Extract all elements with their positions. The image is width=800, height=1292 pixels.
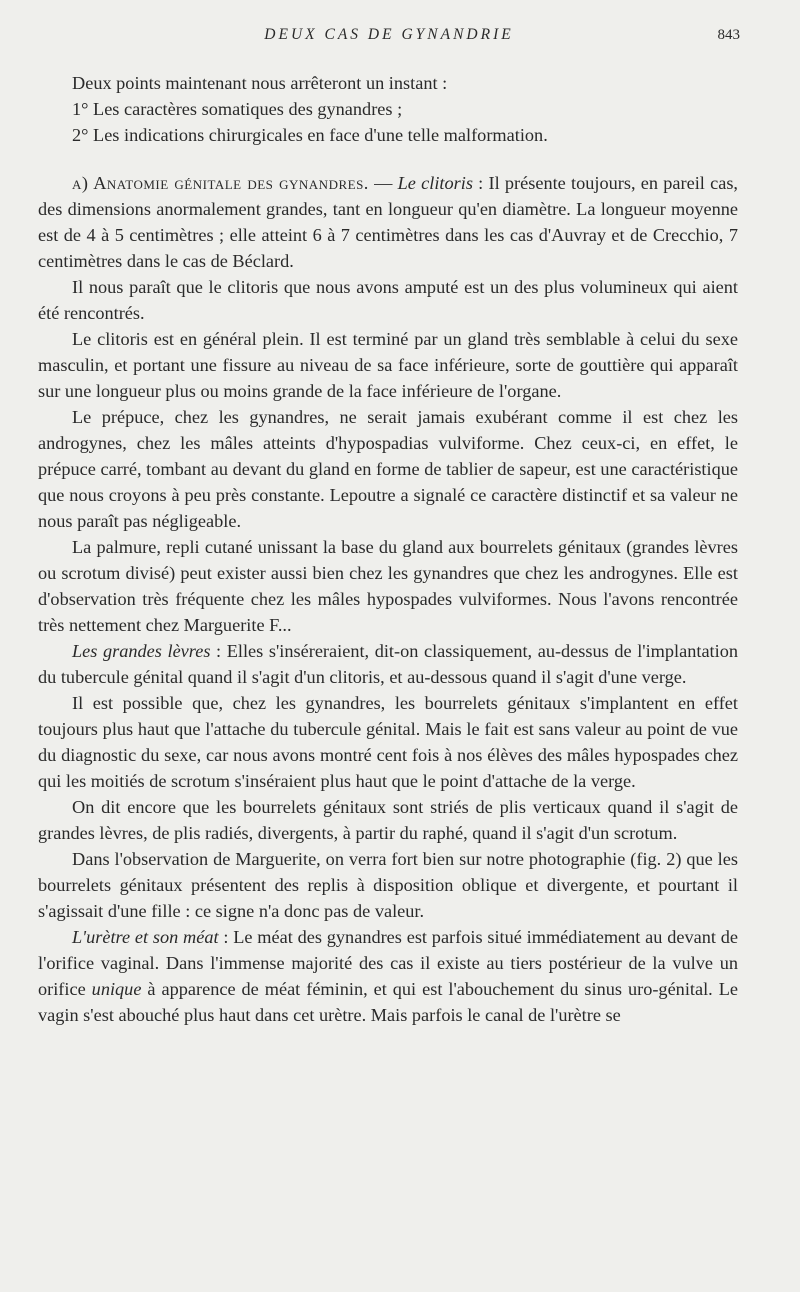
paragraph-uretre [38,924,738,1028]
paragraph: Le prépuce, chez les gynandres, ne serait jamais exubérant comme il est chez les androgynes, chez les mâles atteints d'hypospadias vulviforme. Chez ceux-ci, en effet, le prépuce carré, tombant au devant du gland en forme de tablier de sapeur, est une caractéristique que nous croyons à peu près constante. Lepoutre a signalé ce caractère distinctif et sa valeur ne nous paraît pas négligeable. [38,407,738,531]
running-head [38,26,740,50]
section-heading: a) Anatomie génitale des gynandres. [72,173,369,193]
emphasis-unique: unique [91,979,142,999]
running-title: DEUX CAS DE GYNANDRIE [264,26,514,43]
body-text [38,70,738,1028]
paragraph-text: : Il présente toujours, en pareil cas, des dimensions anormalement grandes, tant en longueur qu'en diamètre. La longueur moyenne est de 4 à 5 centimètres ; elle atteint 6 à 7 centimètres dans les cas d'Auvray et de Crecchio, 7 centimètres dans le cas de Béclard. [38,173,739,271]
paragraph-text: : Le méat des gynandres est parfois situé immédiatement au devant de l'orifice vaginal. Dans l'immense majorité des cas il existe au tiers postérieur de la vulve un orifice [38,927,738,999]
paragraph: Le clitoris est en général plein. Il est terminé par un gland très semblable à celui du sexe masculin, et portant une fissure au niveau de sa face inférieure, sorte de gouttière qui apparaît sur une longueur plus ou moins grande de la face inférieure de l'organe. [38,329,738,401]
paragraph-text: : Elles s'inséreraient, dit-on classiquement, au-dessus de l'implantation du tubercule génital quand il s'agit d'un clitoris, et au-dessous quand il s'agit d'une verge. [38,641,738,687]
paragraph: La palmure, repli cutané unissant la base du gland aux bourrelets génitaux (grandes lèvres ou scrotum divisé) peut exister aussi bien chez les gynandres que chez les androgynes. Elle est d'observation très fréquente chez les mâles hypospades vulviformes. Nous l'avons rencontrée très nettement chez Marguerite F... [38,537,738,635]
paragraph-text: à apparence de méat féminin, et qui est l'abouchement du sinus uro-génital. Le vagin s'est abouché plus haut dans cet urètre. Mais parfois le canal de l'urètre se [38,979,738,1025]
list-item-1: 1° Les caractères somatiques des gynandres ; [72,99,403,119]
subheading-clitoris: Le clitoris [397,173,473,193]
paragraph: Dans l'observation de Marguerite, on verra fort bien sur notre photographie (fig. 2) que les bourrelets génitaux présentent des replis à disposition oblique et divergente, et pourtant il s'agissait d'une fille : ce signe n'a donc pas de valeur. [38,849,738,921]
section-dash: — [368,173,398,193]
page-number: 843 [717,27,740,43]
paragraph: Il nous paraît que le clitoris que nous avons amputé est un des plus volumineux qui aient été rencontrés. [38,277,738,323]
paragraph: On dit encore que les bourrelets génitaux sont striés de plis verticaux quand il s'agit de grandes lèvres, de plis radiés, divergents, à partir du raphé, quand il s'agit d'un scrotum. [38,797,738,843]
paragraph-clitoris [38,170,738,274]
subheading-uretre: L'urètre et son méat [72,927,219,947]
list-item-2: 2° Les indications chirurgicales en face d'une telle malformation. [72,125,548,145]
subheading-grandes-levres: Les grandes lèvres [72,641,211,661]
paragraph: Il est possible que, chez les gynandres, les bourrelets génitaux s'implantent en effet toujours plus haut que l'attache du tubercule génital. Mais le fait est sans valeur au point de vue du diagnostic du sexe, car nous avons montré cent fois à nos élèves des mâles hypospades chez qui les moitiés de scrotum s'inséraient plus haut que le point d'attache de la verge. [38,693,738,791]
paragraph-grandes-levres [38,638,738,690]
intro-lead: Deux points maintenant nous arrêteront un instant : [72,73,448,93]
